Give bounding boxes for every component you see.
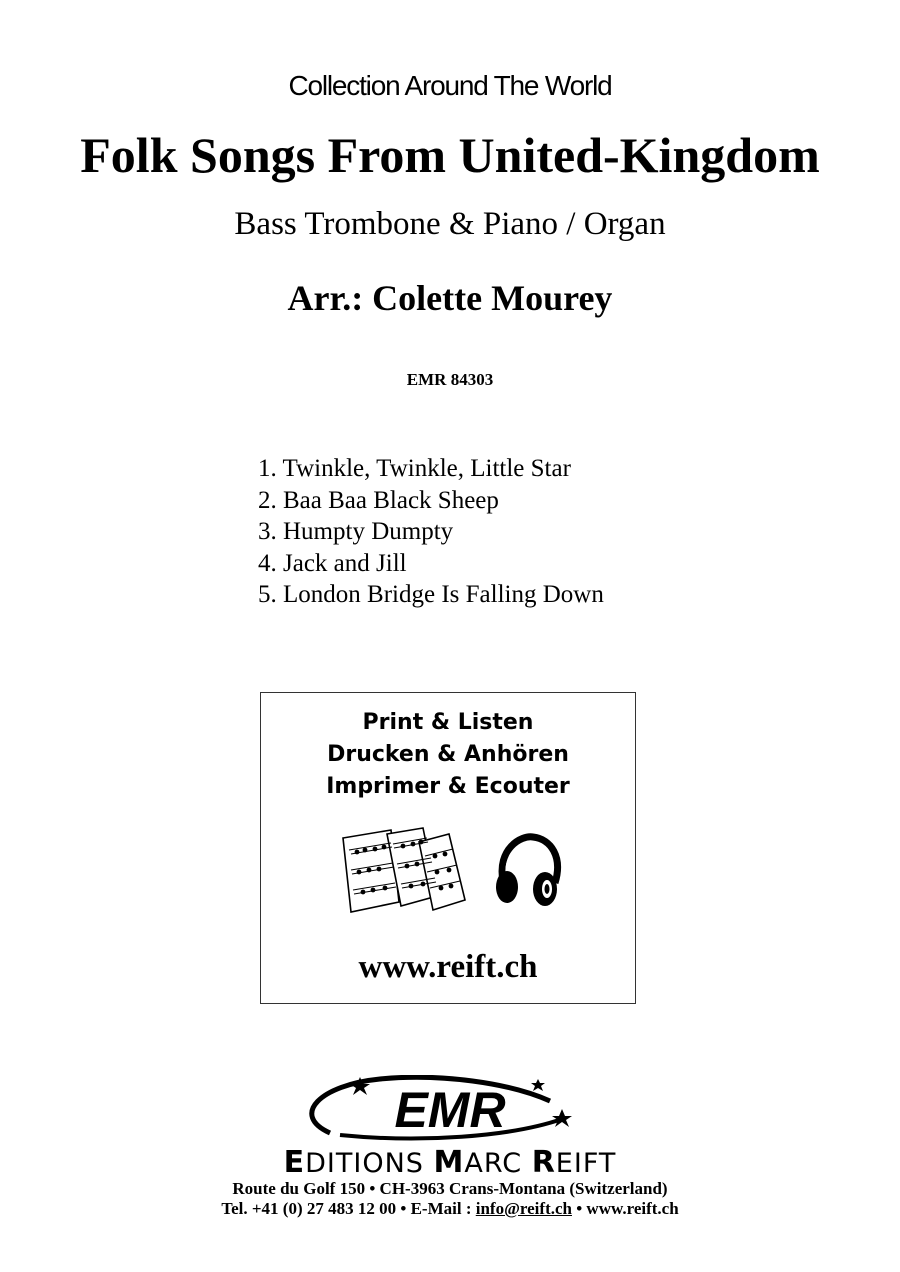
- list-item: 2. Baa Baa Black Sheep: [258, 486, 499, 514]
- logo-text: EMR: [394, 1082, 506, 1138]
- publisher-name: EDITIONS MARC REIFT: [283, 1145, 617, 1180]
- promo-line-english: Print & Listen: [362, 710, 534, 735]
- promo-line-french: Imprimer & Ecouter: [326, 774, 570, 799]
- arranger: Arr.: Colette Mourey: [287, 278, 613, 318]
- website-link[interactable]: www.reift.ch: [358, 949, 538, 985]
- list-item: 1. Twinkle, Twinkle, Little Star: [258, 455, 571, 482]
- headphones-icon: [493, 833, 563, 909]
- instrumentation: Bass Trombone & Piano / Organ: [234, 206, 666, 242]
- sheet-music-icon: [341, 826, 469, 916]
- list-item: 4. Jack and Jill: [258, 549, 407, 577]
- list-item: 5. London Bridge Is Falling Down: [258, 581, 604, 608]
- publisher-contact: Tel. +41 (0) 27 483 12 00 • E-Mail : info@reift.ch • www.reift.ch: [221, 1199, 679, 1218]
- print-listen-box: [260, 692, 636, 1004]
- list-item: 3. Humpty Dumpty: [258, 518, 454, 545]
- song-list: [258, 453, 604, 611]
- page-title: Folk Songs From United-Kingdom: [80, 127, 820, 183]
- emr-logo: [300, 1075, 590, 1143]
- collection-name: Collection Around The World: [288, 70, 612, 101]
- email-link[interactable]: info@reift.ch: [475, 1199, 572, 1218]
- publisher-address: Route du Golf 150 • CH-3963 Crans-Montana (Switzerland): [232, 1179, 668, 1198]
- catalog-number: EMR 84303: [406, 370, 494, 389]
- promo-line-german: Drucken & Anhören: [327, 742, 569, 767]
